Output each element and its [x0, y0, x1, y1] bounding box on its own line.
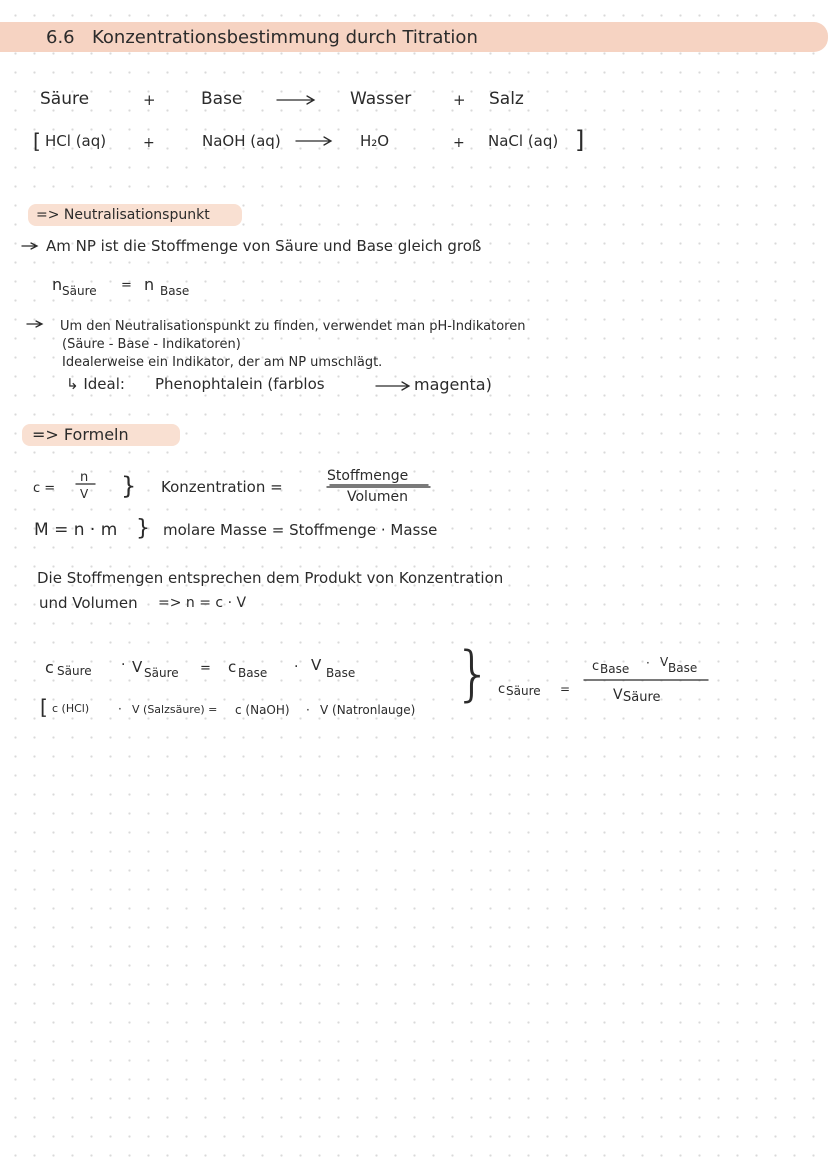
- tit-row2-v-acid: V (Salzsäure) =: [132, 703, 218, 716]
- indicator-line-4-end: magenta): [414, 375, 492, 394]
- reaction-arrow-2: [296, 137, 331, 145]
- m-lhs: M = n · m: [34, 520, 118, 540]
- tit-res-den-v: V: [613, 687, 623, 703]
- tit-brace: }: [454, 639, 493, 709]
- product-line-1: Die Stoffmengen entsprechen dem Produkt von Konzentration: [37, 569, 504, 587]
- c-lhs: c =: [33, 481, 56, 496]
- tit-row2-dot-2: ·: [306, 703, 310, 717]
- tit-res-num-c: c: [592, 659, 600, 674]
- eq-n-base: n: [144, 275, 155, 294]
- c-text-num: Stoffmenge: [327, 468, 409, 484]
- m-brace: }: [136, 516, 150, 541]
- tit-c2: c: [228, 658, 237, 676]
- indicator-line-2: (Säure - Base - Indikatoren): [62, 337, 241, 352]
- tit-row2-c-naoh: c (NaOH): [235, 703, 290, 717]
- formula-open-bracket: [: [33, 129, 41, 153]
- tit-res-sub: Säure: [506, 684, 541, 698]
- tit-v2: V: [311, 656, 322, 674]
- tit-c-sub: Säure: [57, 664, 92, 678]
- c-frac-num: n: [80, 470, 89, 485]
- indicator-line-4-prefix: ↳ Ideal:: [66, 375, 125, 393]
- product-line-2: und Volumen: [39, 594, 138, 612]
- tit-res-num-v: V: [660, 655, 669, 669]
- neutral-statement: Am NP ist die Stoffmenge von Säure und Base gleich groß: [46, 237, 482, 255]
- c-brace: }: [121, 472, 137, 500]
- formula-salt: NaCl (aq): [488, 132, 559, 150]
- eq-n-acid: n: [52, 275, 63, 294]
- tit-row2-v-base: V (Natronlauge): [320, 703, 416, 717]
- c-text: Konzentration =: [161, 478, 283, 496]
- eq-base-sub: Base: [160, 284, 190, 298]
- tit-res-den-sub: Säure: [623, 690, 661, 705]
- formula-plus-2: +: [453, 135, 465, 151]
- m-text: molare Masse = Stoffmenge · Masse: [163, 521, 438, 539]
- statement-arrow-icon: [22, 243, 37, 249]
- tit-c: c: [45, 658, 54, 677]
- formula-close-bracket: ]: [575, 126, 585, 154]
- indicator-line-4: Phenophtalein (farblos: [155, 375, 325, 393]
- eq-acid-sub: Säure: [62, 284, 97, 298]
- color-change-arrow-icon: [376, 382, 409, 390]
- tit-c2-sub: Base: [238, 666, 268, 680]
- tit-row2-dot-1: ·: [118, 702, 122, 716]
- reaction-arrow-1: [277, 96, 314, 104]
- indicator-line-3: Idealerweise ein Indikator, der am NP umschlägt.: [62, 355, 383, 370]
- formula-water: H₂O: [360, 132, 390, 150]
- indicator-arrow-icon: [27, 321, 42, 327]
- tit-equals: =: [200, 661, 211, 676]
- reaction-plus-2: +: [453, 91, 466, 109]
- c-text-den: Volumen: [347, 489, 408, 505]
- page-title: Konzentrationsbestimmung durch Titration: [92, 27, 478, 48]
- formula-base: NaOH (aq): [202, 132, 281, 150]
- eq-equals: =: [121, 278, 132, 293]
- tit-dot-2: ·: [294, 659, 299, 675]
- product-implies: => n = c · V: [158, 595, 247, 611]
- tit-v-sub: Säure: [144, 666, 179, 680]
- reaction-salt: Salz: [489, 89, 524, 109]
- section-number: 6.6: [46, 27, 75, 48]
- reaction-acid: Säure: [40, 89, 90, 109]
- formulas-heading: => Formeln: [32, 425, 129, 444]
- formula-acid: HCl (aq): [45, 132, 107, 150]
- tit-dot-1: ·: [121, 657, 126, 673]
- tit-res-num-csub: Base: [600, 662, 630, 676]
- reaction-plus-1: +: [143, 91, 156, 109]
- formula-plus-1: +: [143, 135, 155, 151]
- tit-row2-c-hcl: c (HCl): [52, 702, 90, 715]
- neutral-heading: => Neutralisationspunkt: [36, 207, 210, 223]
- indicator-line-1: Um den Neutralisationspunkt zu finden, verwendet man pH-Indikatoren: [60, 319, 526, 334]
- tit-res-c: c: [498, 682, 506, 697]
- c-frac-den: V: [80, 487, 89, 501]
- reaction-base: Base: [201, 89, 243, 109]
- tit-res-equals: =: [560, 682, 571, 696]
- reaction-water: Wasser: [350, 89, 412, 109]
- tit-v: V: [132, 658, 143, 676]
- tit-res-num-dot: ·: [646, 656, 650, 670]
- tit-v2-sub: Base: [326, 666, 356, 680]
- tit-row2-open: [: [40, 695, 48, 719]
- tit-res-num-vsub: Base: [668, 661, 698, 675]
